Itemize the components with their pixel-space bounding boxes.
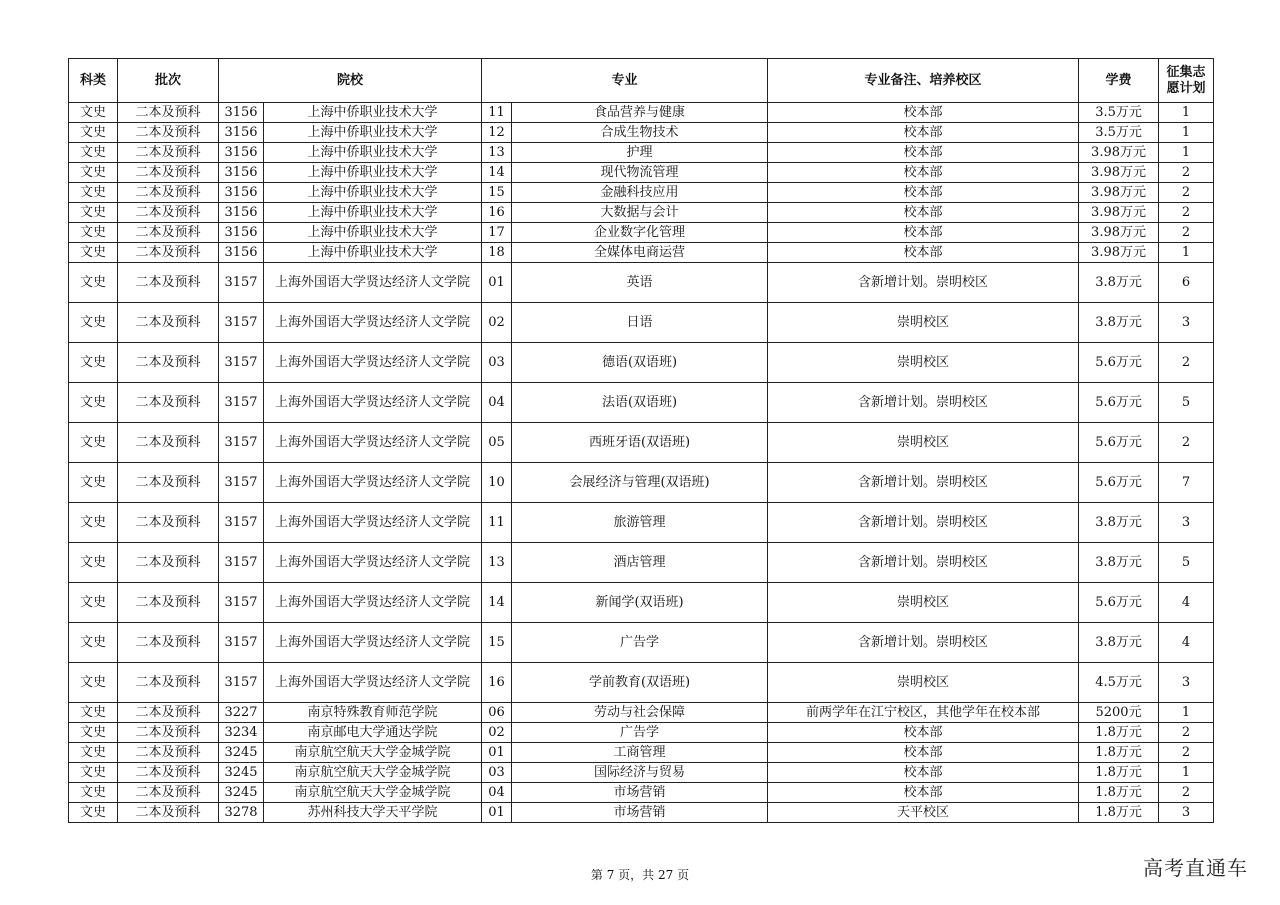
table-row (69, 763, 1214, 783)
note-cell: 校本部 (768, 763, 1079, 783)
plan-cell: 2 (1159, 723, 1214, 743)
plan-cell: 2 (1159, 183, 1214, 203)
fee-cell: 1.8万元 (1079, 723, 1159, 743)
note-cell: 校本部 (768, 723, 1079, 743)
school-name-cell: 上海外国语大学贤达经济人文学院 (264, 423, 482, 463)
table-row (69, 623, 1214, 663)
major-name-cell: 企业数字化管理 (512, 223, 768, 243)
major-name-cell: 德语(双语班) (512, 343, 768, 383)
table-row (69, 743, 1214, 763)
fee-cell: 3.8万元 (1079, 303, 1159, 343)
fee-cell: 3.5万元 (1079, 123, 1159, 143)
plan-cell: 2 (1159, 743, 1214, 763)
major-code-cell: 01 (482, 743, 512, 763)
category-cell: 文史 (69, 383, 118, 423)
category-cell: 文史 (69, 343, 118, 383)
school-name-cell: 南京航空航天大学金城学院 (264, 743, 482, 763)
batch-cell: 二本及预科 (118, 423, 219, 463)
batch-cell: 二本及预科 (118, 263, 219, 303)
school-code-cell: 3156 (219, 203, 264, 223)
batch-cell: 二本及预科 (118, 163, 219, 183)
major-name-cell: 合成生物技术 (512, 123, 768, 143)
table-row (69, 803, 1214, 823)
plan-cell: 2 (1159, 343, 1214, 383)
plan-cell: 1 (1159, 243, 1214, 263)
school-code-cell: 3157 (219, 343, 264, 383)
header-major: 专业 (482, 59, 768, 103)
note-cell: 校本部 (768, 103, 1079, 123)
fee-cell: 3.5万元 (1079, 103, 1159, 123)
fee-cell: 3.98万元 (1079, 203, 1159, 223)
major-name-cell: 劳动与社会保障 (512, 703, 768, 723)
batch-cell: 二本及预科 (118, 723, 219, 743)
school-name-cell: 上海中侨职业技术大学 (264, 183, 482, 203)
plan-cell: 1 (1159, 763, 1214, 783)
fee-cell: 3.98万元 (1079, 163, 1159, 183)
table-row (69, 143, 1214, 163)
batch-cell: 二本及预科 (118, 103, 219, 123)
header-batch: 批次 (118, 59, 219, 103)
note-cell: 含新增计划。崇明校区 (768, 383, 1079, 423)
plan-cell: 1 (1159, 143, 1214, 163)
batch-cell: 二本及预科 (118, 243, 219, 263)
school-name-cell: 南京航空航天大学金城学院 (264, 763, 482, 783)
school-name-cell: 上海外国语大学贤达经济人文学院 (264, 583, 482, 623)
category-cell: 文史 (69, 303, 118, 343)
plan-cell: 3 (1159, 303, 1214, 343)
major-name-cell: 现代物流管理 (512, 163, 768, 183)
plan-cell: 2 (1159, 423, 1214, 463)
page-footer: 第 7 页，共 27 页 (590, 868, 690, 882)
note-cell: 崇明校区 (768, 583, 1079, 623)
school-code-cell: 3156 (219, 243, 264, 263)
major-code-cell: 10 (482, 463, 512, 503)
school-code-cell: 3156 (219, 143, 264, 163)
major-code-cell: 12 (482, 123, 512, 143)
batch-cell: 二本及预科 (118, 203, 219, 223)
batch-cell: 二本及预科 (118, 303, 219, 343)
major-name-cell: 国际经济与贸易 (512, 763, 768, 783)
batch-cell: 二本及预科 (118, 583, 219, 623)
school-code-cell: 3157 (219, 303, 264, 343)
header-plan-line1: 征集志 (1166, 64, 1206, 80)
category-cell: 文史 (69, 183, 118, 203)
category-cell: 文史 (69, 463, 118, 503)
category-cell: 文史 (69, 703, 118, 723)
school-name-cell: 上海中侨职业技术大学 (264, 103, 482, 123)
category-cell: 文史 (69, 143, 118, 163)
major-code-cell: 13 (482, 543, 512, 583)
plan-cell: 3 (1159, 663, 1214, 703)
major-code-cell: 03 (482, 763, 512, 783)
batch-cell: 二本及预科 (118, 783, 219, 803)
table-row (69, 543, 1214, 583)
batch-cell: 二本及预科 (118, 383, 219, 423)
school-code-cell: 3245 (219, 743, 264, 763)
category-cell: 文史 (69, 543, 118, 583)
admission-plan-table (68, 58, 1214, 823)
major-name-cell: 新闻学(双语班) (512, 583, 768, 623)
major-name-cell: 日语 (512, 303, 768, 343)
major-code-cell: 13 (482, 143, 512, 163)
fee-cell: 3.8万元 (1079, 503, 1159, 543)
major-code-cell: 02 (482, 303, 512, 343)
major-name-cell: 法语(双语班) (512, 383, 768, 423)
table-row (69, 343, 1214, 383)
school-code-cell: 3157 (219, 623, 264, 663)
batch-cell: 二本及预科 (118, 703, 219, 723)
school-code-cell: 3157 (219, 663, 264, 703)
table-row (69, 303, 1214, 343)
header-note: 专业备注、培养校区 (768, 59, 1079, 103)
batch-cell: 二本及预科 (118, 223, 219, 243)
major-code-cell: 18 (482, 243, 512, 263)
fee-cell: 3.98万元 (1079, 143, 1159, 163)
batch-cell: 二本及预科 (118, 803, 219, 823)
school-code-cell: 3156 (219, 123, 264, 143)
table-row (69, 103, 1214, 123)
batch-cell: 二本及预科 (118, 343, 219, 383)
major-name-cell: 西班牙语(双语班) (512, 423, 768, 463)
major-name-cell: 市场营销 (512, 803, 768, 823)
school-code-cell: 3157 (219, 383, 264, 423)
major-name-cell: 食品营养与健康 (512, 103, 768, 123)
major-name-cell: 工商管理 (512, 743, 768, 763)
fee-cell: 3.8万元 (1079, 543, 1159, 583)
major-name-cell: 护理 (512, 143, 768, 163)
table-body (69, 103, 1214, 823)
note-cell: 校本部 (768, 163, 1079, 183)
fee-cell: 5.6万元 (1079, 383, 1159, 423)
header-fee: 学费 (1079, 59, 1159, 103)
school-code-cell: 3227 (219, 703, 264, 723)
major-name-cell: 全媒体电商运营 (512, 243, 768, 263)
batch-cell: 二本及预科 (118, 623, 219, 663)
header-row (69, 59, 1214, 103)
major-code-cell: 11 (482, 503, 512, 543)
category-cell: 文史 (69, 203, 118, 223)
table-row (69, 723, 1214, 743)
major-name-cell: 旅游管理 (512, 503, 768, 543)
plan-cell: 6 (1159, 263, 1214, 303)
school-name-cell: 上海中侨职业技术大学 (264, 203, 482, 223)
category-cell: 文史 (69, 263, 118, 303)
fee-cell: 3.8万元 (1079, 623, 1159, 663)
table-row (69, 263, 1214, 303)
fee-cell: 5200元 (1079, 703, 1159, 723)
school-code-cell: 3234 (219, 723, 264, 743)
major-name-cell: 英语 (512, 263, 768, 303)
plan-cell: 1 (1159, 703, 1214, 723)
batch-cell: 二本及预科 (118, 123, 219, 143)
fee-cell: 3.98万元 (1079, 243, 1159, 263)
major-code-cell: 11 (482, 103, 512, 123)
note-cell: 校本部 (768, 183, 1079, 203)
major-name-cell: 广告学 (512, 623, 768, 663)
school-name-cell: 南京特殊教育师范学院 (264, 703, 482, 723)
category-cell: 文史 (69, 583, 118, 623)
table-row (69, 463, 1214, 503)
major-code-cell: 15 (482, 623, 512, 663)
plan-cell: 1 (1159, 103, 1214, 123)
major-code-cell: 05 (482, 423, 512, 463)
table-row (69, 583, 1214, 623)
plan-cell: 4 (1159, 623, 1214, 663)
note-cell: 校本部 (768, 783, 1079, 803)
school-code-cell: 3156 (219, 163, 264, 183)
note-cell: 含新增计划。崇明校区 (768, 263, 1079, 303)
school-code-cell: 3245 (219, 763, 264, 783)
batch-cell: 二本及预科 (118, 463, 219, 503)
table-row (69, 663, 1214, 703)
school-name-cell: 上海外国语大学贤达经济人文学院 (264, 343, 482, 383)
fee-cell: 1.8万元 (1079, 803, 1159, 823)
fee-cell: 5.6万元 (1079, 463, 1159, 503)
category-cell: 文史 (69, 123, 118, 143)
table-row (69, 203, 1214, 223)
note-cell: 崇明校区 (768, 303, 1079, 343)
category-cell: 文史 (69, 503, 118, 543)
note-cell: 崇明校区 (768, 423, 1079, 463)
school-name-cell: 上海外国语大学贤达经济人文学院 (264, 383, 482, 423)
batch-cell: 二本及预科 (118, 503, 219, 543)
school-name-cell: 南京邮电大学通达学院 (264, 723, 482, 743)
note-cell: 含新增计划。崇明校区 (768, 543, 1079, 583)
school-name-cell: 上海外国语大学贤达经济人文学院 (264, 663, 482, 703)
plan-cell: 2 (1159, 223, 1214, 243)
fee-cell: 3.8万元 (1079, 263, 1159, 303)
major-name-cell: 酒店管理 (512, 543, 768, 583)
school-name-cell: 上海外国语大学贤达经济人文学院 (264, 543, 482, 583)
category-cell: 文史 (69, 243, 118, 263)
table-row (69, 223, 1214, 243)
batch-cell: 二本及预科 (118, 183, 219, 203)
category-cell: 文史 (69, 723, 118, 743)
school-code-cell: 3278 (219, 803, 264, 823)
fee-cell: 1.8万元 (1079, 763, 1159, 783)
batch-cell: 二本及预科 (118, 143, 219, 163)
plan-cell: 2 (1159, 163, 1214, 183)
school-code-cell: 3157 (219, 583, 264, 623)
school-name-cell: 上海中侨职业技术大学 (264, 123, 482, 143)
major-name-cell: 大数据与会计 (512, 203, 768, 223)
major-name-cell: 学前教育(双语班) (512, 663, 768, 703)
note-cell: 校本部 (768, 223, 1079, 243)
school-code-cell: 3156 (219, 103, 264, 123)
table-row (69, 183, 1214, 203)
batch-cell: 二本及预科 (118, 743, 219, 763)
school-code-cell: 3245 (219, 783, 264, 803)
category-cell: 文史 (69, 423, 118, 463)
note-cell: 崇明校区 (768, 663, 1079, 703)
major-code-cell: 14 (482, 163, 512, 183)
table-row (69, 243, 1214, 263)
category-cell: 文史 (69, 743, 118, 763)
category-cell: 文史 (69, 663, 118, 703)
table-row (69, 423, 1214, 463)
plan-cell: 4 (1159, 583, 1214, 623)
major-code-cell: 16 (482, 663, 512, 703)
note-cell: 校本部 (768, 143, 1079, 163)
note-cell: 校本部 (768, 203, 1079, 223)
category-cell: 文史 (69, 223, 118, 243)
fee-cell: 5.6万元 (1079, 583, 1159, 623)
school-code-cell: 3157 (219, 263, 264, 303)
school-name-cell: 上海外国语大学贤达经济人文学院 (264, 503, 482, 543)
major-code-cell: 01 (482, 803, 512, 823)
note-cell: 校本部 (768, 123, 1079, 143)
plan-cell: 2 (1159, 783, 1214, 803)
header-category: 科类 (69, 59, 118, 103)
school-code-cell: 3156 (219, 223, 264, 243)
fee-cell: 5.6万元 (1079, 423, 1159, 463)
school-name-cell: 苏州科技大学天平学院 (264, 803, 482, 823)
batch-cell: 二本及预科 (118, 543, 219, 583)
note-cell: 天平校区 (768, 803, 1079, 823)
school-name-cell: 上海中侨职业技术大学 (264, 223, 482, 243)
header-school: 院校 (219, 59, 482, 103)
fee-cell: 1.8万元 (1079, 743, 1159, 763)
fee-cell: 3.98万元 (1079, 183, 1159, 203)
school-code-cell: 3157 (219, 423, 264, 463)
plan-cell: 5 (1159, 543, 1214, 583)
major-code-cell: 14 (482, 583, 512, 623)
school-name-cell: 上海外国语大学贤达经济人文学院 (264, 623, 482, 663)
watermark-logo: 高考直通车 (1143, 856, 1248, 880)
category-cell: 文史 (69, 103, 118, 123)
school-name-cell: 上海中侨职业技术大学 (264, 143, 482, 163)
major-code-cell: 17 (482, 223, 512, 243)
fee-cell: 3.98万元 (1079, 223, 1159, 243)
school-name-cell: 上海中侨职业技术大学 (264, 163, 482, 183)
fee-cell: 1.8万元 (1079, 783, 1159, 803)
major-name-cell: 市场营销 (512, 783, 768, 803)
table-row (69, 383, 1214, 423)
fee-cell: 4.5万元 (1079, 663, 1159, 703)
note-cell: 含新增计划。崇明校区 (768, 623, 1079, 663)
header-plan-line2: 愿计划 (1166, 80, 1206, 96)
note-cell: 校本部 (768, 243, 1079, 263)
plan-cell: 3 (1159, 803, 1214, 823)
header-plan (1159, 59, 1214, 103)
batch-cell: 二本及预科 (118, 663, 219, 703)
note-cell: 前两学年在江宁校区，其他学年在校本部 (768, 703, 1079, 723)
note-cell: 崇明校区 (768, 343, 1079, 383)
school-name-cell: 上海外国语大学贤达经济人文学院 (264, 303, 482, 343)
table-row (69, 123, 1214, 143)
major-code-cell: 15 (482, 183, 512, 203)
category-cell: 文史 (69, 163, 118, 183)
major-name-cell: 广告学 (512, 723, 768, 743)
major-name-cell: 金融科技应用 (512, 183, 768, 203)
plan-cell: 1 (1159, 123, 1214, 143)
table-row (69, 163, 1214, 183)
major-code-cell: 16 (482, 203, 512, 223)
major-code-cell: 02 (482, 723, 512, 743)
plan-cell: 7 (1159, 463, 1214, 503)
school-name-cell: 上海外国语大学贤达经济人文学院 (264, 263, 482, 303)
category-cell: 文史 (69, 623, 118, 663)
major-code-cell: 04 (482, 383, 512, 423)
plan-cell: 3 (1159, 503, 1214, 543)
major-code-cell: 01 (482, 263, 512, 303)
note-cell: 含新增计划。崇明校区 (768, 503, 1079, 543)
category-cell: 文史 (69, 803, 118, 823)
table-row (69, 703, 1214, 723)
category-cell: 文史 (69, 763, 118, 783)
table-row (69, 783, 1214, 803)
batch-cell: 二本及预科 (118, 763, 219, 783)
school-name-cell: 南京航空航天大学金城学院 (264, 783, 482, 803)
note-cell: 校本部 (768, 743, 1079, 763)
school-name-cell: 上海外国语大学贤达经济人文学院 (264, 463, 482, 503)
school-name-cell: 上海中侨职业技术大学 (264, 243, 482, 263)
note-cell: 含新增计划。崇明校区 (768, 463, 1079, 503)
major-code-cell: 03 (482, 343, 512, 383)
plan-cell: 2 (1159, 203, 1214, 223)
school-code-cell: 3157 (219, 463, 264, 503)
table-row (69, 503, 1214, 543)
school-code-cell: 3157 (219, 543, 264, 583)
major-code-cell: 04 (482, 783, 512, 803)
plan-cell: 5 (1159, 383, 1214, 423)
major-name-cell: 会展经济与管理(双语班) (512, 463, 768, 503)
school-code-cell: 3157 (219, 503, 264, 543)
major-code-cell: 06 (482, 703, 512, 723)
category-cell: 文史 (69, 783, 118, 803)
fee-cell: 5.6万元 (1079, 343, 1159, 383)
school-code-cell: 3156 (219, 183, 264, 203)
